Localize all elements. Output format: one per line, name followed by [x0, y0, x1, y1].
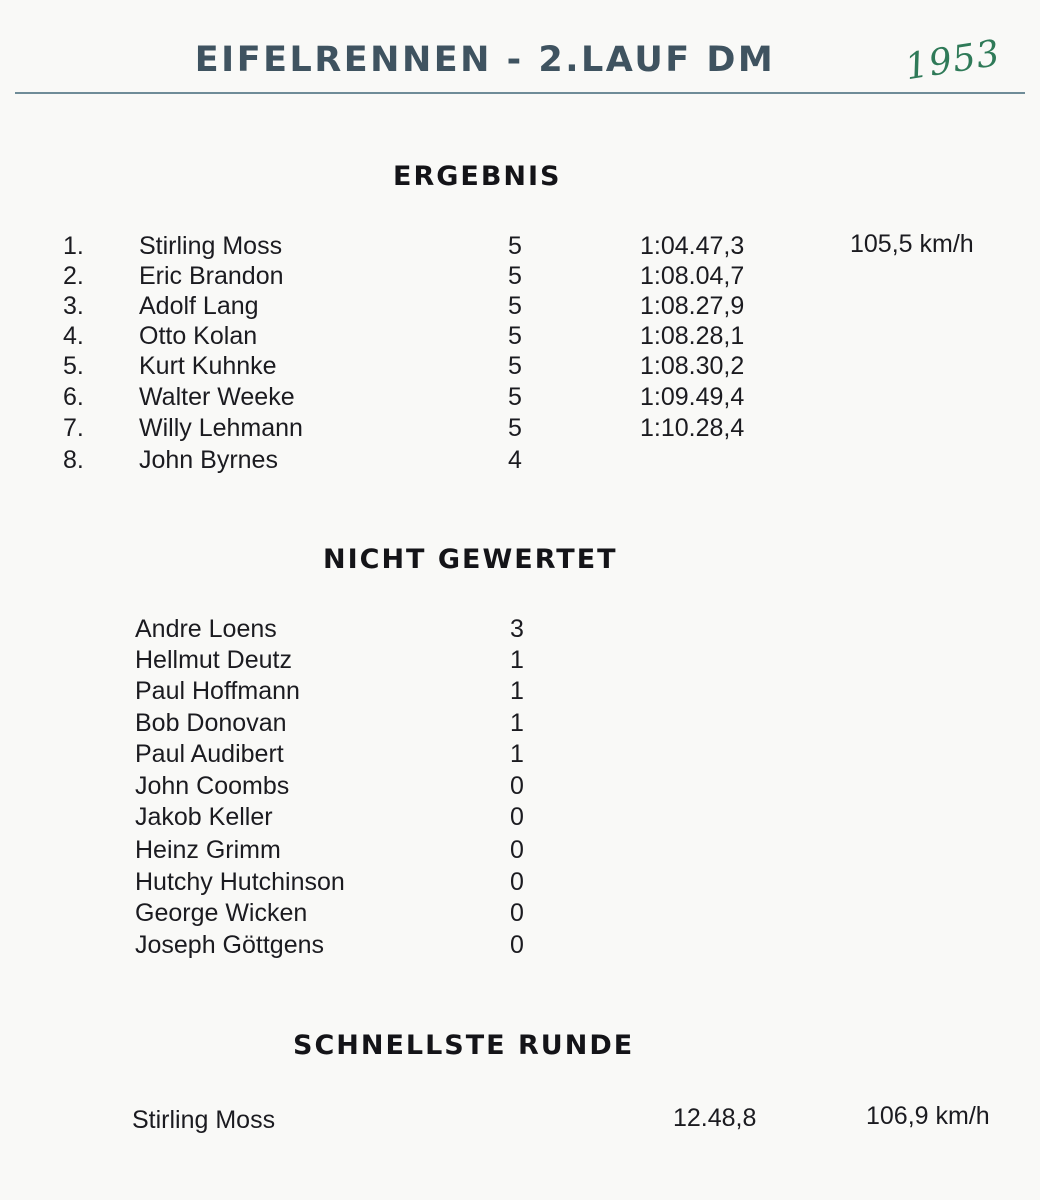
driver-name: Hutchy Hutchinson	[135, 868, 345, 896]
not-classified-heading: NICHT GEWERTET	[323, 544, 618, 575]
result-driver-name: Willy Lehmann	[139, 414, 303, 442]
fastest-lap-time: 12.48,8	[673, 1104, 757, 1132]
result-driver-name: Adolf Lang	[139, 292, 259, 320]
driver-name: John Coombs	[135, 772, 290, 800]
driver-name: Jakob Keller	[135, 803, 273, 831]
document-title: EIFELRENNEN - 2.LAUF DM	[194, 40, 776, 80]
driver-laps: 1	[510, 740, 524, 768]
result-driver-name: John Byrnes	[139, 446, 278, 474]
fastest-lap-speed: 106,9 km/h	[866, 1102, 990, 1130]
driver-laps: 0	[510, 836, 524, 864]
driver-name: Paul Hoffmann	[135, 677, 300, 705]
result-rank: 2.	[63, 262, 84, 290]
result-average-speed: 105,5 km/h	[850, 230, 974, 258]
driver-laps: 1	[510, 646, 524, 674]
fastest-lap-driver: Stirling Moss	[132, 1106, 276, 1134]
result-laps: 5	[508, 414, 522, 442]
driver-laps: 0	[510, 803, 524, 831]
result-rank: 4.	[63, 322, 84, 350]
result-laps: 5	[508, 232, 522, 260]
result-rank: 3.	[63, 292, 84, 320]
driver-name: Bob Donovan	[135, 709, 287, 737]
result-time: 1:08.30,2	[640, 352, 745, 380]
driver-name: George Wicken	[135, 899, 308, 927]
result-time: 1:08.04,7	[640, 262, 745, 290]
driver-laps: 0	[510, 868, 524, 896]
driver-name: Joseph Göttgens	[135, 931, 325, 959]
result-laps: 5	[508, 262, 522, 290]
fastest-lap-heading: SCHNELLSTE RUNDE	[293, 1030, 635, 1061]
result-rank: 7.	[63, 414, 84, 442]
driver-laps: 3	[510, 615, 524, 643]
driver-laps: 1	[510, 709, 524, 737]
result-rank: 1.	[63, 232, 84, 260]
result-driver-name: Stirling Moss	[139, 232, 283, 260]
result-time: 1:08.27,9	[640, 292, 745, 320]
result-laps: 5	[508, 322, 522, 350]
result-driver-name: Eric Brandon	[139, 262, 284, 290]
result-rank: 5.	[63, 352, 84, 380]
result-driver-name: Kurt Kuhnke	[139, 352, 277, 380]
driver-laps: 0	[510, 899, 524, 927]
result-driver-name: Otto Kolan	[139, 322, 258, 350]
driver-name: Hellmut Deutz	[135, 646, 292, 674]
driver-laps: 0	[510, 931, 524, 959]
driver-laps: 1	[510, 677, 524, 705]
driver-laps: 0	[510, 772, 524, 800]
result-rank: 8.	[63, 446, 84, 474]
result-time: 1:08.28,1	[640, 322, 745, 350]
result-laps: 5	[508, 383, 522, 411]
result-time: 1:09.49,4	[640, 383, 745, 411]
result-time: 1:10.28,4	[640, 414, 745, 442]
result-laps: 5	[508, 352, 522, 380]
result-time: 1:04.47,3	[640, 232, 745, 260]
result-laps: 4	[508, 446, 522, 474]
driver-name: Andre Loens	[135, 615, 277, 643]
result-laps: 5	[508, 292, 522, 320]
result-rank: 6.	[63, 383, 84, 411]
title-divider	[15, 92, 1025, 94]
driver-name: Paul Audibert	[135, 740, 284, 768]
handwritten-year-note: 1953	[902, 32, 1004, 89]
results-heading: ERGEBNIS	[393, 161, 562, 192]
driver-name: Heinz Grimm	[135, 836, 281, 864]
result-driver-name: Walter Weeke	[139, 383, 295, 411]
